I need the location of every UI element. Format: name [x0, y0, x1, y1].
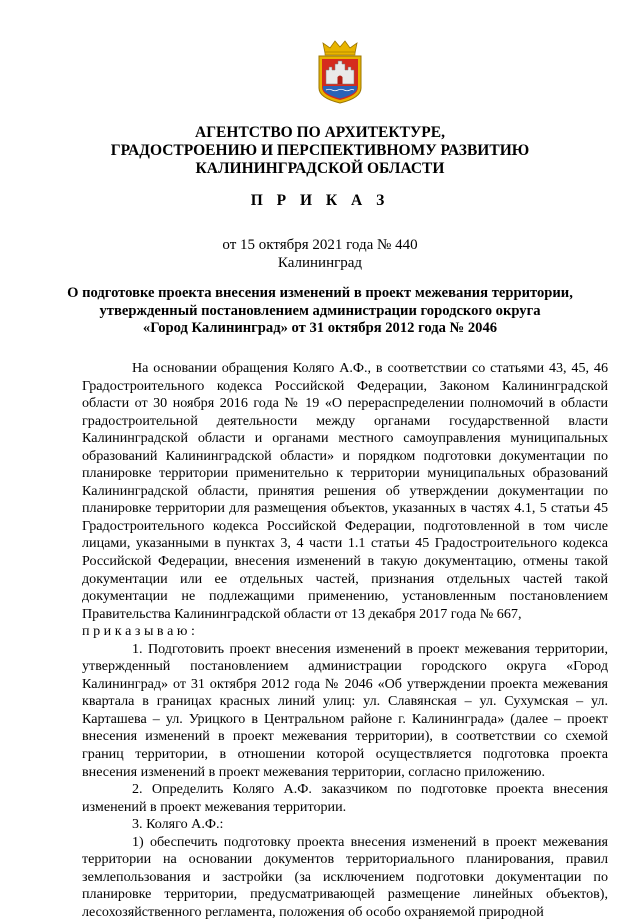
- agency-title-line-1: АГЕНТСТВО ПО АРХИТЕКТУРЕ,: [195, 124, 445, 141]
- agency-title: [60, 124, 580, 178]
- subject-line-2: утвержденный постановлением администрации городского округа: [99, 302, 541, 319]
- agency-title-line-3: КАЛИНИНГРАДСКОЙ ОБЛАСТИ: [195, 160, 445, 177]
- date-and-number: [60, 236, 580, 272]
- coat-of-arms-icon: [317, 40, 363, 104]
- order-city: Калининград: [277, 255, 363, 271]
- order-date-number: от 15 октября 2021 года № 440: [222, 237, 418, 253]
- item-3-subitem-1-paragraph: 1) обеспечить подготовку проекта внесения изменений в проект межевания территории на основании документов территориального планирования, правил землепользования и застройки (за исключением подготовки документации по планировке территории, предусматривающей размещение линейных объектов), лесохозяйственного регламента, положения об особо охраняемой природной: [82, 833, 608, 920]
- preamble-text: На основании обращения Коляго А.Ф., в соответствии со статьями 43, 45, 46 Градостроительного кодекса Российской Федерации, Законом Калининградской области от 30 ноября 2016 года № 19 «О перераспределении полномочий в области градостроительной деятельности между органами государственной власти Калининградской области и органами местного самоуправления муниципальных образований Калининградской области» и порядком подготовки документации по планировке территории применительно к территории муниципальных образований Калининградской области, принятия решения об утверждении документации по планировке территории для размещения объектов, указанных в частях 4.1, 5 статьи 45 Градостроительного кодекса Российской Федерации, подготовленной в том числе лицами, указанными в пунктах 3, 4 части 1.1 статьи 45 Градостроительного кодекса Российской Федерации, внесения изменений в такую документацию, отмены такой документации или ее отдельных частей, признания отдельных частей такой документации не подлежащими применению, установленным постановлением Правительства Калининградской области от 13 декабря 2017 года № 667,: [82, 360, 608, 622]
- item-2-paragraph: 2. Определить Коляго А.Ф. заказчиком по подготовке проекта внесения изменений в проект межевания территории.: [82, 781, 608, 815]
- subject-line-3: «Город Калининград» от 31 октября 2012 года № 2046: [142, 320, 498, 336]
- subject-line-1: О подготовке проекта внесения изменений в проект межевания территории,: [67, 285, 573, 301]
- preamble-paragraph: [82, 360, 608, 641]
- agency-title-line-2: ГРАДОСТРОЕНИЮ И ПЕРСПЕКТИВНОМУ РАЗВИТИЮ: [110, 142, 530, 159]
- order-subject: [60, 285, 580, 338]
- item-3-paragraph: 3. Коляго А.Ф.:: [132, 816, 224, 833]
- item-1-paragraph: 1. Подготовить проект внесения изменений в проект межевания территории, утвержденный постановлением администрации городского округа «Город Калининград» от 31 октября 2012 года № 2046 «Об утверждении проекта межевания квартала в границах красных линий улиц: ул. Славянская – ул. Сухумская – ул. Карташева – ул. Урицкого в Центральном районе г. Калининграда» (далее – проект внесения изменений в проект межевания территории), в соответствии со схемой границ территории, в отношении которой осуществляется подготовка проекта внесения изменений в проект межевания территории, согласно приложению.: [82, 640, 608, 780]
- order-body: [82, 360, 608, 922]
- decree-word: п р и к а з ы в а ю :: [82, 623, 195, 640]
- document-type-heading: П Р И К А З: [250, 192, 390, 209]
